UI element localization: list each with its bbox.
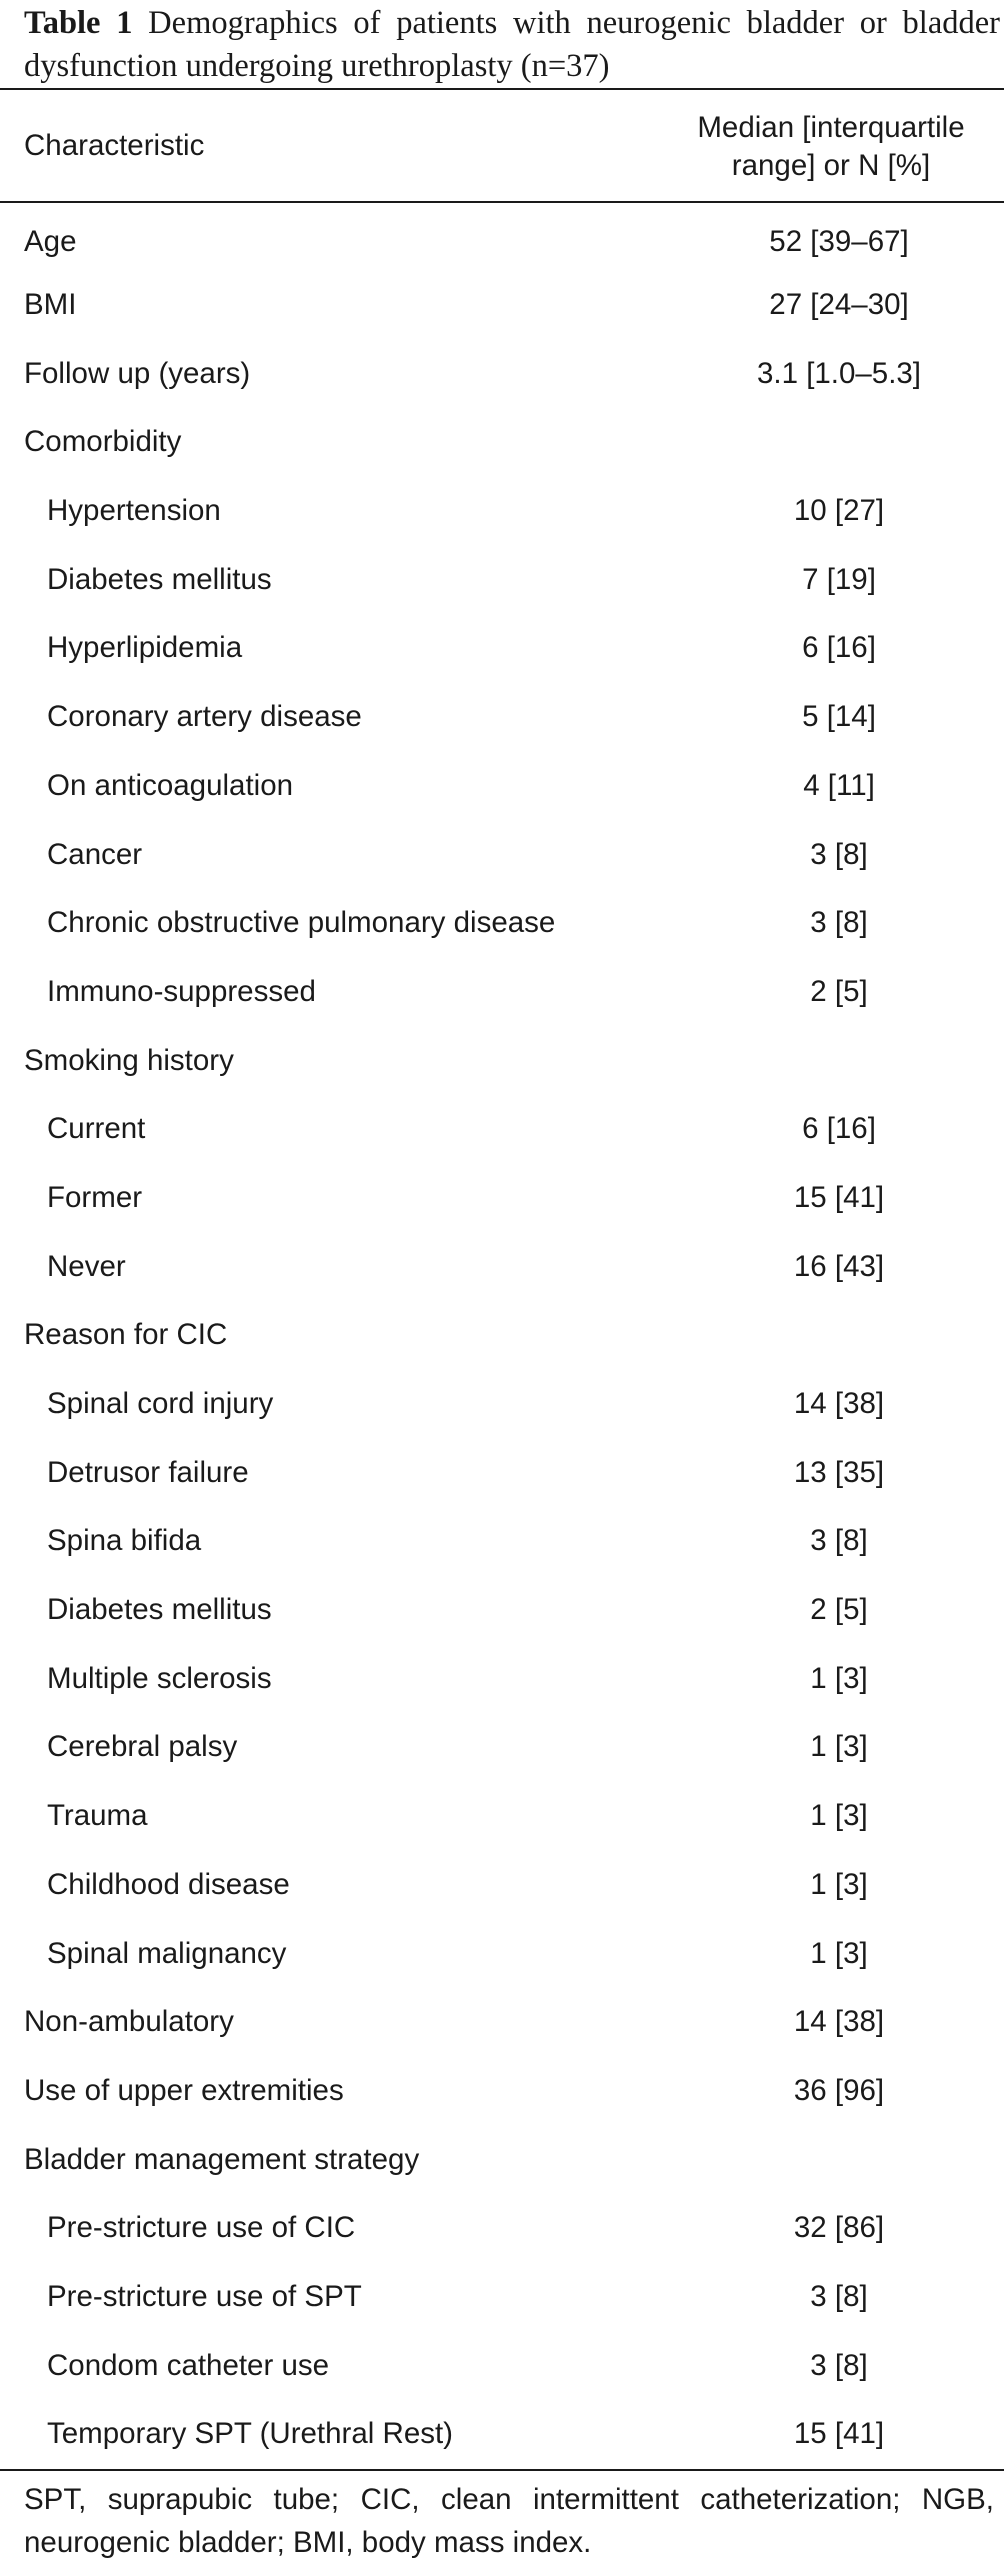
row-label: Pre-stricture use of CIC — [47, 2211, 356, 2245]
table-row — [0, 1164, 1004, 1233]
table-row — [0, 614, 1004, 683]
row-label: Never — [47, 1249, 126, 1283]
row-value: 15 [41] — [793, 1180, 885, 1214]
row-value: 52 [39–67] — [769, 224, 909, 258]
table-row — [0, 2331, 1004, 2400]
table-row — [0, 2125, 1004, 2194]
table-row — [0, 1713, 1004, 1782]
row-label: Current — [47, 1112, 146, 1146]
table-row — [0, 2263, 1004, 2332]
row-value: 2 [5] — [810, 974, 868, 1008]
table-row — [0, 1988, 1004, 2057]
header-row — [0, 89, 1004, 202]
row-value: 3 [8] — [810, 2279, 868, 2313]
table-row — [0, 1576, 1004, 1645]
table-row — [0, 545, 1004, 614]
table-row — [0, 2194, 1004, 2263]
row-value: 1 [3] — [810, 1867, 868, 1901]
row-value: 36 [96] — [793, 2073, 885, 2107]
row-label: Spina bifida — [47, 1524, 202, 1558]
header-value: Median [interquartile range] or N [%] — [697, 110, 965, 182]
row-value: 3.1 [1.0–5.3] — [756, 356, 922, 390]
table-footnote: SPT, suprapubic tube; CIC, clean intermittent catheterization; NGB, neurogenic bladder; BMI, body mass index. — [24, 2482, 994, 2559]
row-value — [658, 1026, 1004, 1095]
table-row — [0, 339, 1004, 408]
table-header — [0, 89, 1004, 202]
row-value — [658, 408, 1004, 477]
table-row — [0, 202, 1004, 271]
table-row — [0, 408, 1004, 477]
table-row — [0, 1095, 1004, 1164]
table-caption-text: Demographics of patients with neurogenic bladder or bladder dysfunction undergoing urethroplasty (n=37) — [24, 5, 1000, 84]
row-label: Spinal cord injury — [47, 1387, 274, 1421]
row-value: 27 [24–30] — [769, 288, 909, 322]
row-label: BMI — [24, 288, 77, 322]
table-row — [0, 2057, 1004, 2126]
row-label: Temporary SPT (Urethral Rest) — [47, 2417, 453, 2451]
table-row — [0, 1232, 1004, 1301]
row-label: Hypertension — [47, 494, 221, 528]
row-value — [658, 1301, 1004, 1370]
table-row — [0, 820, 1004, 889]
row-value: 5 [14] — [802, 700, 876, 734]
table-row — [0, 889, 1004, 958]
row-value: 14 [38] — [793, 2005, 885, 2039]
table-row — [0, 1644, 1004, 1713]
table-row — [0, 1919, 1004, 1988]
table-row — [0, 477, 1004, 546]
row-label: Non-ambulatory — [24, 2005, 234, 2039]
row-value: 1 [3] — [810, 1661, 868, 1695]
row-label: Condom catheter use — [47, 2348, 330, 2382]
table-row — [0, 752, 1004, 821]
row-label: Diabetes mellitus — [47, 1593, 272, 1627]
table-row — [0, 1507, 1004, 1576]
row-label: Bladder management strategy — [24, 2142, 420, 2176]
row-label: Childhood disease — [47, 1867, 290, 1901]
demographics-table — [0, 88, 1004, 2469]
row-value: 1 [3] — [810, 1936, 868, 1970]
row-value: 3 [8] — [810, 2348, 868, 2382]
row-label: Chronic obstructive pulmonary disease — [47, 906, 556, 940]
row-label: Cerebral palsy — [47, 1730, 238, 1764]
row-label: Hyperlipidemia — [47, 631, 243, 665]
row-value: 32 [86] — [793, 2211, 885, 2245]
row-label: Follow up (years) — [24, 356, 251, 390]
table-row — [0, 958, 1004, 1027]
row-value: 13 [35] — [793, 1455, 885, 1489]
row-label: Detrusor failure — [47, 1455, 249, 1489]
row-value: 1 [3] — [810, 1730, 868, 1764]
table-row — [0, 1370, 1004, 1439]
table-row — [0, 1026, 1004, 1095]
row-label: Age — [24, 224, 77, 258]
row-label: Coronary artery disease — [47, 700, 362, 734]
row-label: Cancer — [47, 837, 143, 871]
row-value: 2 [5] — [810, 1593, 868, 1627]
table-row — [0, 1438, 1004, 1507]
row-label: Reason for CIC — [24, 1318, 228, 1352]
row-value: 3 [8] — [810, 837, 868, 871]
row-label: Comorbidity — [24, 425, 182, 459]
table-caption — [0, 2, 1004, 88]
row-label: Multiple sclerosis — [47, 1661, 272, 1695]
table-row — [0, 1301, 1004, 1370]
table-row — [0, 1851, 1004, 1920]
row-value: 16 [43] — [793, 1249, 885, 1283]
row-label: Trauma — [47, 1799, 148, 1833]
row-label: Immuno-suppressed — [47, 974, 316, 1008]
row-value: 14 [38] — [793, 1387, 885, 1421]
row-value: 15 [41] — [793, 2417, 885, 2451]
row-label: Spinal malignancy — [47, 1936, 287, 1970]
row-value — [658, 2125, 1004, 2194]
table-row — [0, 271, 1004, 340]
row-value: 3 [8] — [810, 1524, 868, 1558]
row-value: 4 [11] — [803, 768, 875, 802]
table-row — [0, 683, 1004, 752]
row-value: 6 [16] — [802, 1112, 876, 1146]
row-value: 3 [8] — [810, 906, 868, 940]
row-label: On anticoagulation — [47, 768, 294, 802]
table-row — [0, 1782, 1004, 1851]
row-value: 6 [16] — [802, 631, 876, 665]
header-characteristic: Characteristic — [24, 128, 205, 162]
row-label: Use of upper extremities — [24, 2073, 344, 2107]
table-row — [0, 2400, 1004, 2469]
row-value: 7 [19] — [802, 562, 876, 596]
row-value: 10 [27] — [793, 494, 885, 528]
row-label: Smoking history — [24, 1043, 234, 1077]
row-value: 1 [3] — [810, 1799, 868, 1833]
row-label: Pre-stricture use of SPT — [47, 2279, 362, 2313]
table-body — [0, 202, 1004, 2469]
row-label: Former — [47, 1180, 143, 1214]
row-label: Diabetes mellitus — [47, 562, 272, 596]
table-caption-label: Table 1 — [24, 5, 133, 41]
